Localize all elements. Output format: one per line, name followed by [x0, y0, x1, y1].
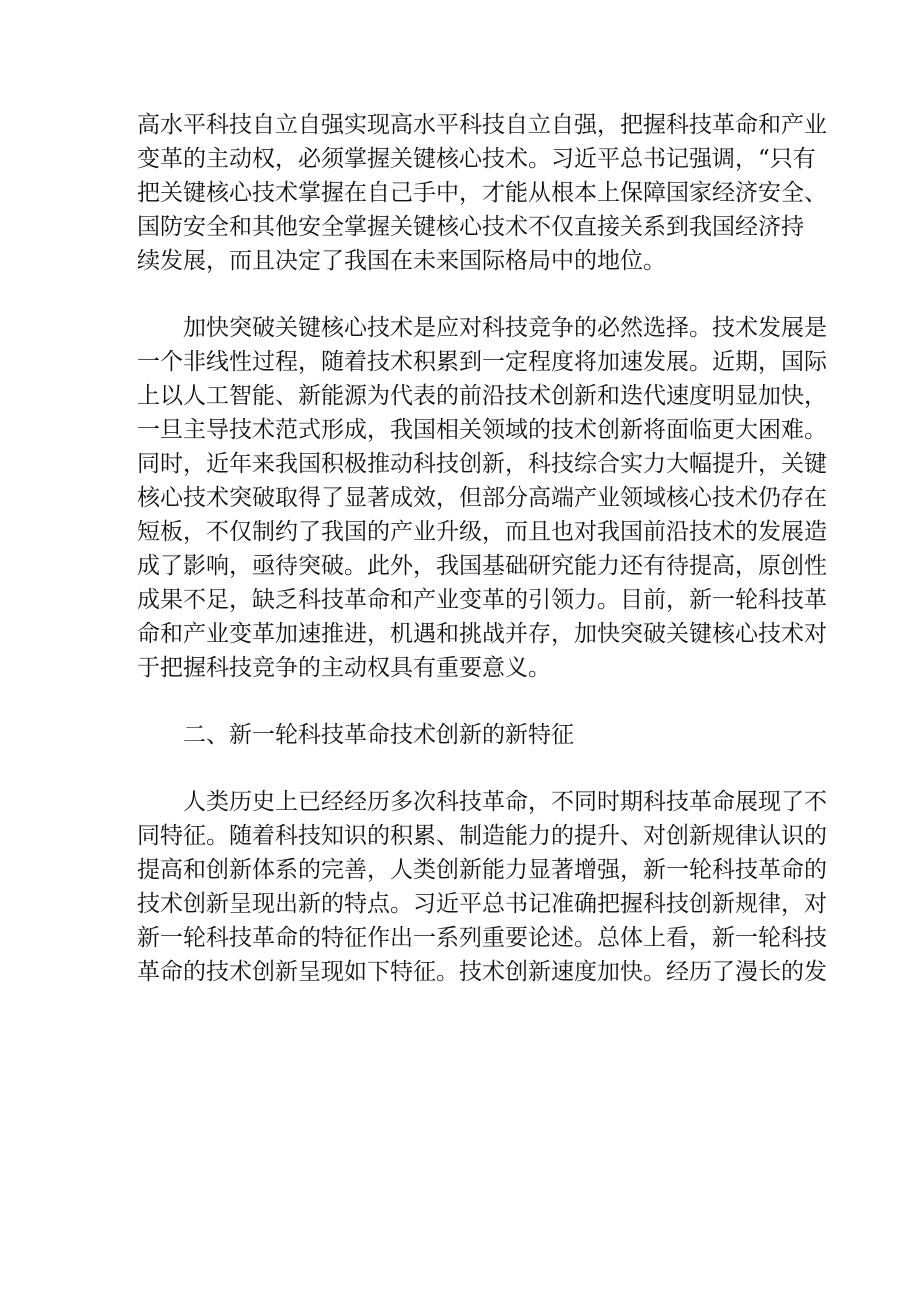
text-line: 一个非线性过程，随着技术积累到一定程度将加速发展。近期，国际 [137, 349, 827, 375]
text-line: 于把握科技竞争的主动权具有重要意义。 [137, 655, 551, 681]
paragraph-key-core-tech [137, 311, 827, 685]
text-line: 命和产业变革加速推进，机遇和挑战并存，加快突破关键核心技术对 [137, 621, 827, 647]
text-line: 成果不足，缺乏科技革命和产业变革的引领力。目前，新一轮科技革 [137, 587, 827, 613]
text-line: 短板，不仅制约了我国的产业升级，而且也对我国前沿技术的发展造 [137, 519, 827, 545]
text-line: 国防安全和其他安全掌握关键核心技术不仅直接关系到我国经济持 [137, 214, 804, 240]
text-line: 续发展，而且决定了我国在未来国际格局中的地位。 [137, 248, 666, 274]
text-line: 核心技术突破取得了显著成效，但部分高端产业领域核心技术仍存在 [137, 485, 827, 511]
text-line: 人类历史上已经经历多次科技革命，不同时期科技革命展现了不 [183, 789, 827, 815]
text-line: 把关键核心技术掌握在自己手中，才能从根本上保障国家经济安全、 [137, 180, 827, 206]
paragraph-gap [137, 278, 797, 311]
text-line: 上以人工智能、新能源为代表的前沿技术创新和迭代速度明显加快， [137, 383, 827, 409]
paragraph-tech-revolution-features [137, 785, 827, 989]
text-line: 成了影响，亟待突破。此外，我国基础研究能力还有待提高，原创性 [137, 553, 827, 579]
section-heading-text: 二、新一轮科技革命技术创新的新特征 [183, 722, 574, 748]
text-line: 提高和创新体系的完善，人类创新能力显著增强，新一轮科技革命的 [137, 857, 827, 883]
paragraph-gap [137, 752, 797, 785]
paragraph-gap [137, 685, 797, 718]
text-line: 一旦主导技术范式形成，我国相关领域的技术创新将面临更大困难。 [137, 417, 827, 443]
text-line: 变革的主动权，必须掌握关键核心技术。习近平总书记强调，“只有 [137, 146, 816, 172]
text-line: 同时，近年来我国积极推动科技创新，科技综合实力大幅提升，关键 [137, 451, 827, 477]
paragraph-tech-self-reliance [137, 108, 827, 278]
document-page [137, 108, 827, 989]
text-line: 同特征。随着科技知识的积累、制造能力的提升、对创新规律认识的 [137, 823, 827, 849]
text-line: 加快突破关键核心技术是应对科技竞争的必然选择。技术发展是 [183, 315, 827, 341]
text-line: 革命的技术创新呈现如下特征。技术创新速度加快。经历了漫长的发 [137, 959, 827, 985]
section-heading [137, 718, 797, 752]
text-line: 新一轮科技革命的特征作出一系列重要论述。总体上看，新一轮科技 [137, 925, 827, 951]
text-line: 技术创新呈现出新的特点。习近平总书记准确把握科技创新规律，对 [137, 891, 827, 917]
text-line: 高水平科技自立自强实现高水平科技自立自强，把握科技革命和产业 [137, 112, 827, 138]
